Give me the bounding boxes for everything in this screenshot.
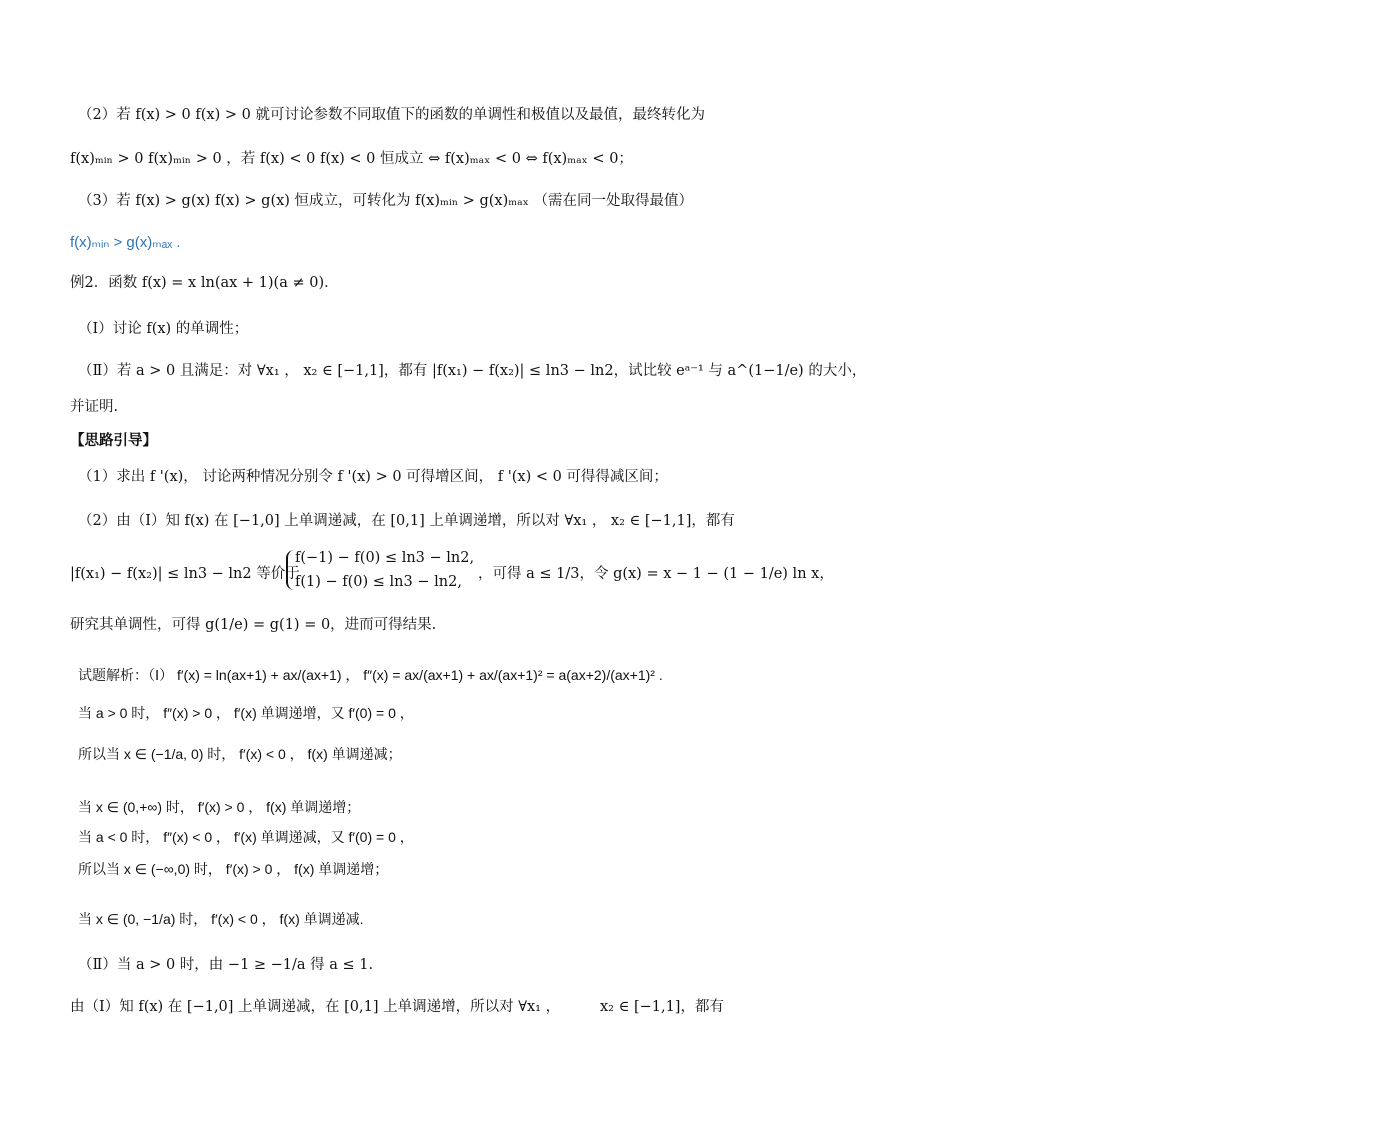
system-row-2: f(1) − f(0) ≤ ln3 − ln2, [295, 574, 462, 590]
line-condition-3b: f(x)ₘᵢₙ > g(x)ₘₐₓ . [70, 234, 181, 251]
hint-heading: 【思路引导】 [70, 432, 157, 449]
solution-3: 所以当 x ∈ (−1/a, 0) 时， f′(x) < 0 ， f(x) 单调递减； [78, 746, 402, 762]
line-condition-2: （2）若 f(x) > 0 f(x) > 0 就可讨论参数不同取值下的函数的单调性和极值以及最值，最终转化为 [78, 107, 705, 123]
solution-1: 试题解析：（Ⅰ） f′(x) = ln(ax+1) + ax/(ax+1) ， f″(x) = ax/(ax+1) + ax/(ax+1)² = a(ax+2)/(ax+1)² . [78, 667, 663, 683]
system-row-1: f(−1) − f(0) ≤ ln3 − ln2, [295, 550, 475, 566]
solution-9a: 由（Ⅰ）知 f(x) 在 [−1,0] 上单调递减，在 [0,1] 上单调递增，所以对 ∀x₁ ， [70, 999, 561, 1015]
solution-5: 当 a < 0 时， f″(x) < 0 ， f′(x) 单调递减，又 f′(0) = 0 ， [78, 829, 414, 845]
line-condition-3: （3）若 f(x) > g(x) f(x) > g(x) 恒成立，可转化为 f(x)ₘᵢₙ > g(x)ₘₐₓ （需在同一处取得最值） [78, 193, 693, 209]
solution-4: 当 x ∈ (0,+∞) 时， f′(x) > 0 ， f(x) 单调递增； [78, 799, 361, 815]
hint-4: 研究其单调性，可得 g(1/e) = g(1) = 0，进而可得结果. [70, 617, 437, 633]
hint-1: （1）求出 f '(x)， 讨论两种情况分别令 f '(x) > 0 可得增区间， f '(x) < 0 可得得减区间； [78, 469, 668, 485]
example-title: 例2．函数 f(x) = x ln(ax + 1)(a ≠ 0)． [70, 275, 339, 291]
solution-2: 当 a > 0 时， f″(x) > 0 ， f′(x) 单调递增，又 f′(0) = 0 ， [78, 705, 414, 721]
solution-7: 当 x ∈ (0, −1/a) 时， f′(x) < 0 ， f(x) 单调递减. [78, 911, 364, 927]
hint-3a: |f(x₁) − f(x₂)| ≤ ln3 − ln2 等价于 [70, 566, 300, 582]
solution-9b: x₂ ∈ [−1,1]，都有 [600, 999, 724, 1015]
line-condition-2b: f(x)ₘᵢₙ > 0 f(x)ₘᵢₙ > 0 ，若 f(x) < 0 f(x) < 0 恒成立 ⇔ f(x)ₘₐₓ < 0 ⇔ f(x)ₘₐₓ < 0； [70, 151, 633, 167]
solution-8: （Ⅱ）当 a > 0 时，由 −1 ≥ −1/a 得 a ≤ 1. [78, 957, 374, 973]
question-2: （Ⅱ）若 a > 0 且满足：对 ∀x₁ ， x₂ ∈ [−1,1]，都有 |f(x₁) − f(x₂)| ≤ ln3 − ln2，试比较 eᵃ⁻¹ 与 a^(1−1/e) 的大小， [78, 363, 867, 379]
question-1: （Ⅰ）讨论 f(x) 的单调性； [78, 321, 249, 337]
hint-3b: ，可得 a ≤ 1/3，令 g(x) = x − 1 − (1 − 1/e) ln x， [478, 566, 834, 582]
question-2b: 并证明. [70, 399, 119, 415]
solution-6: 所以当 x ∈ (−∞,0) 时， f′(x) > 0 ， f(x) 单调递增； [78, 861, 389, 877]
hint-2: （2）由（Ⅰ）知 f(x) 在 [−1,0] 上单调递减，在 [0,1] 上单调递增，所以对 ∀x₁ ， x₂ ∈ [−1,1]，都有 [78, 513, 735, 529]
